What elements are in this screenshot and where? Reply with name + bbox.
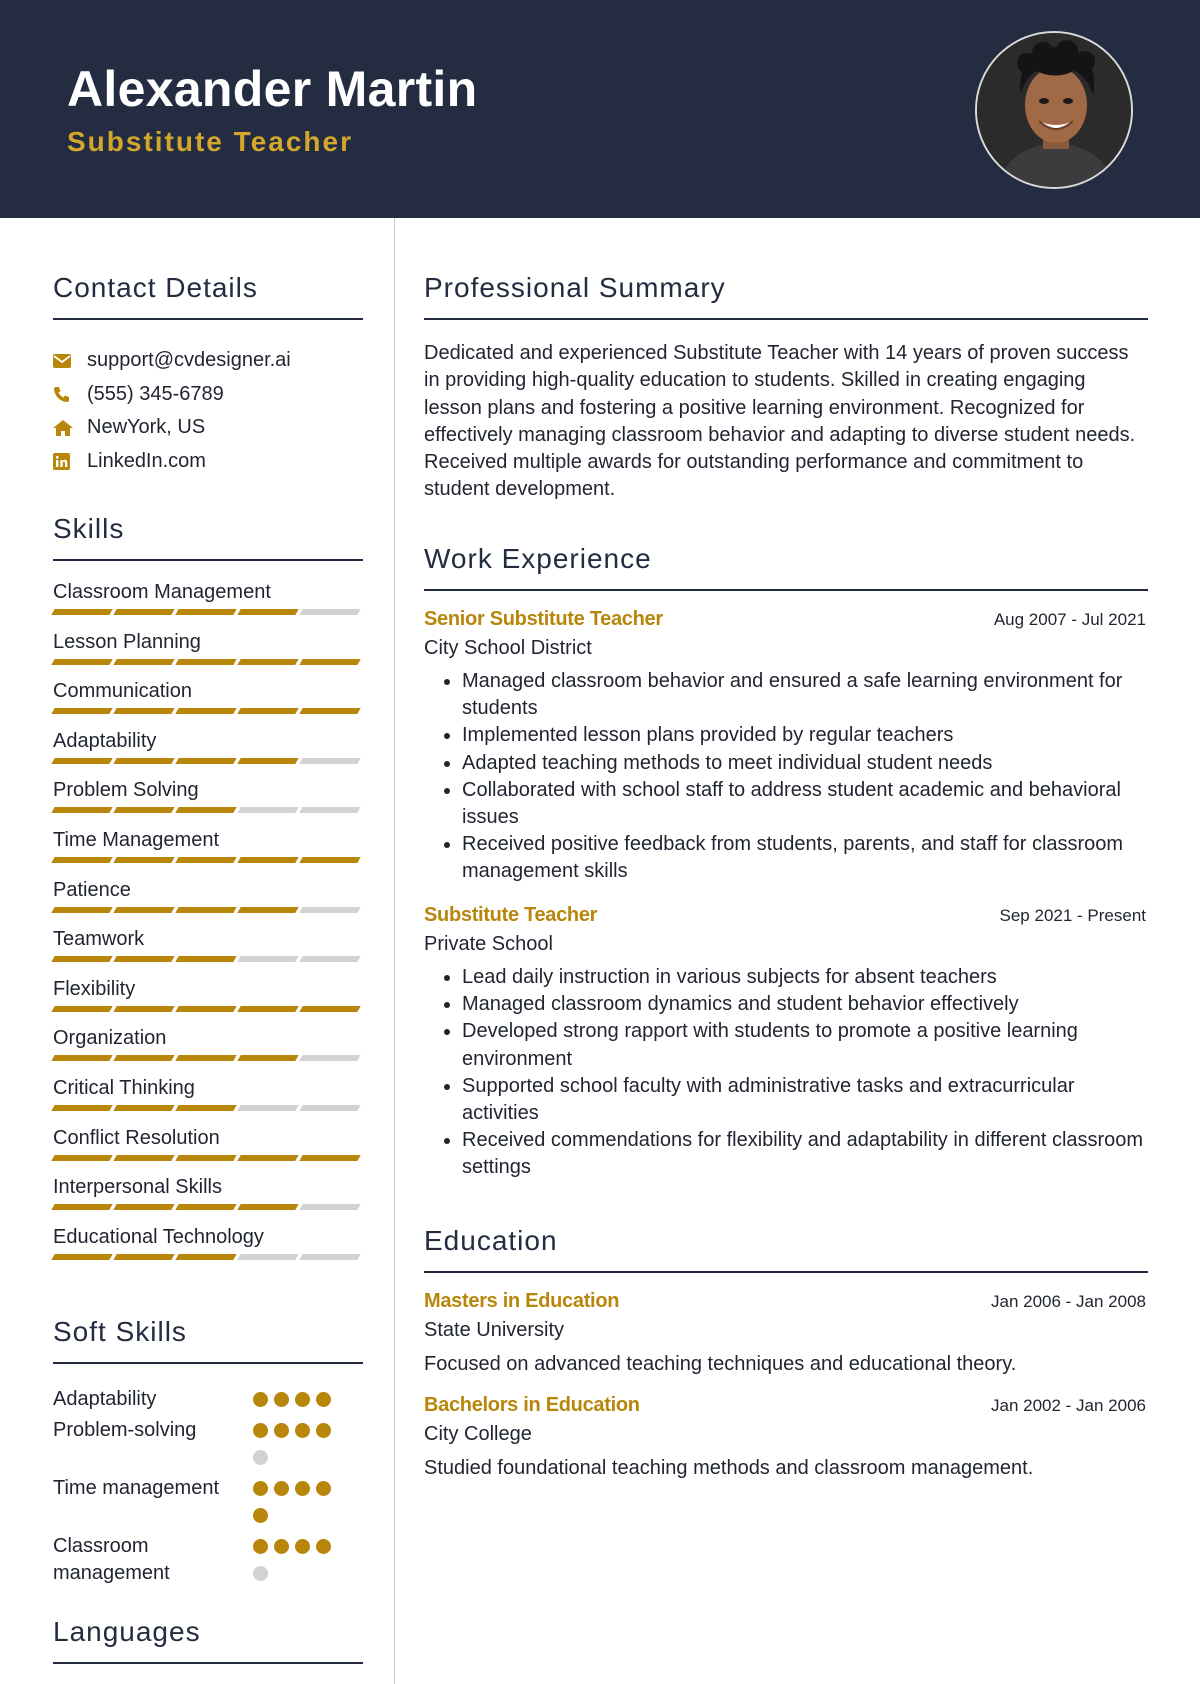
work-section-header	[424, 543, 1148, 591]
skill-bar-filled	[51, 659, 112, 665]
skill-rating	[53, 609, 363, 615]
skill-bar-empty	[299, 1105, 360, 1111]
skill-bar-empty	[299, 609, 360, 615]
skill-bar-empty	[299, 907, 360, 913]
summary-section-header	[424, 272, 1148, 320]
skill-rating	[53, 807, 363, 813]
contact-phone[interactable]	[53, 378, 363, 412]
skill-bar-filled	[299, 857, 360, 863]
soft-skill-rating	[253, 1386, 353, 1413]
contact-list	[53, 344, 363, 478]
skill-bar-empty	[299, 1204, 360, 1210]
linkedin-icon	[53, 453, 87, 470]
skill-bar-filled	[113, 1204, 174, 1210]
skill-name: Problem Solving	[53, 779, 199, 802]
skill-name: Flexibility	[53, 977, 136, 1000]
skill-bar-filled	[237, 1006, 298, 1012]
skill-rating	[53, 758, 363, 764]
skill-name: Patience	[53, 878, 131, 901]
skill-rating	[53, 1204, 363, 1210]
skill-name: Time Management	[53, 828, 219, 851]
summary-title: Professional Summary	[424, 272, 726, 303]
job-role: Substitute Teacher	[424, 904, 598, 926]
soft-skill-name: Time management	[53, 1477, 219, 1499]
skill-bar-filled	[113, 1105, 174, 1111]
skill-item	[53, 729, 363, 779]
skills-section-header	[53, 513, 363, 561]
rating-dot-filled	[295, 1481, 310, 1496]
education-degree: Masters in Education	[424, 1290, 620, 1312]
skill-bar-filled	[299, 659, 360, 665]
skill-rating	[53, 659, 363, 665]
job-bullet: • Developed strong rapport with students to promote a positive learning environment	[462, 1018, 1148, 1072]
skill-bar-filled	[175, 758, 236, 764]
skill-item	[53, 878, 363, 928]
education-entry	[424, 1394, 1148, 1482]
skill-bar-filled	[51, 807, 112, 813]
rating-dot-filled	[253, 1392, 268, 1407]
education-header	[424, 1290, 1148, 1317]
job-bullet: • Supported school faculty with administrative tasks and extracurricular activities	[462, 1073, 1148, 1127]
job-entry	[424, 904, 1148, 1182]
rating-dot-filled	[253, 1539, 268, 1554]
skill-bar-filled	[51, 1055, 112, 1061]
profile-photo	[975, 31, 1133, 189]
skill-rating	[53, 907, 363, 913]
skill-item	[53, 1026, 363, 1076]
section-rule	[424, 589, 1148, 591]
skill-bar-filled	[299, 708, 360, 714]
work-title: Work Experience	[424, 543, 652, 574]
skill-bar-filled	[175, 1254, 236, 1260]
skill-bar-filled	[237, 1055, 298, 1061]
rating-dot-filled	[316, 1481, 331, 1496]
job-bullet: • Managed classroom dynamics and student behavior effectively	[462, 991, 1148, 1018]
skill-name: Classroom Management	[53, 581, 271, 603]
skills-title: Skills	[53, 513, 125, 544]
soft-skill-rating	[253, 1417, 353, 1471]
skill-bar-filled	[51, 1155, 112, 1161]
contact-section-header	[53, 272, 363, 320]
summary-text: Dedicated and experienced Substitute Teacher with 14 years of proven success in providing high-quality education to students. Skilled in creating engaging lesson plans and fostering a positive learning environment. Recognized for effectively managing classroom behavior and adapting to diverse student needs. Received multiple awards for outstanding performance and commitment to student development.	[424, 342, 1136, 501]
skill-item	[53, 1126, 363, 1176]
skill-bar-filled	[237, 708, 298, 714]
skill-bar-filled	[175, 1055, 236, 1061]
skill-bar-filled	[237, 609, 298, 615]
skill-bar-empty	[299, 1254, 360, 1260]
skill-bar-filled	[51, 1006, 112, 1012]
section-rule	[53, 318, 363, 320]
envelope-icon	[53, 354, 87, 368]
rating-dot-empty	[253, 1566, 268, 1581]
skill-bar-filled	[299, 1006, 360, 1012]
candidate-title: Substitute Teacher	[67, 126, 353, 157]
skill-bar-empty	[237, 1105, 298, 1111]
contact-phone-text: (555) 345-6789	[87, 382, 224, 405]
section-rule	[424, 318, 1148, 320]
skill-bar-filled	[51, 1254, 112, 1260]
skill-rating	[53, 1006, 363, 1012]
skill-name: Conflict Resolution	[53, 1126, 220, 1149]
rating-dot-filled	[274, 1481, 289, 1496]
job-bullet: • Collaborated with school staff to address student academic and behavioral issues	[462, 777, 1148, 831]
job-bullet: • Managed classroom behavior and ensured a safe learning environment for students	[462, 668, 1148, 722]
contact-linkedin-text: LinkedIn.com	[87, 449, 206, 472]
skill-bar-filled	[113, 857, 174, 863]
soft-skills-title: Soft Skills	[53, 1316, 187, 1347]
column-divider	[394, 218, 395, 1684]
skill-item	[53, 1076, 363, 1126]
skill-bar-filled	[51, 956, 112, 962]
skill-bar-filled	[299, 1155, 360, 1161]
job-org: Private School	[424, 933, 553, 955]
skill-bar-filled	[237, 1204, 298, 1210]
skill-rating	[53, 956, 363, 962]
skill-item	[53, 828, 363, 878]
skill-bar-filled	[175, 956, 236, 962]
skill-bar-filled	[51, 758, 112, 764]
skill-item	[53, 630, 363, 680]
skill-bar-filled	[175, 659, 236, 665]
phone-icon	[53, 386, 87, 403]
section-rule	[53, 1662, 363, 1664]
contact-location	[53, 411, 363, 445]
skill-item	[53, 679, 363, 729]
section-rule	[53, 559, 363, 561]
section-rule	[424, 1271, 1148, 1273]
skill-bar-filled	[175, 907, 236, 913]
skill-item	[53, 927, 363, 977]
education-school: City College	[424, 1423, 532, 1445]
soft-skills-section-header	[53, 1316, 363, 1364]
job-bullet: • Received commendations for flexibility and adaptability in different classroom settings	[462, 1127, 1148, 1181]
job-bullets	[424, 964, 1148, 1182]
soft-skill-name: Adaptability	[53, 1388, 157, 1410]
skill-name: Adaptability	[53, 729, 157, 752]
skill-bar-filled	[51, 857, 112, 863]
job-bullet: • Received positive feedback from students, parents, and staff for classroom management skills	[462, 831, 1148, 885]
rating-dot-empty	[253, 1450, 268, 1465]
skill-bar-filled	[51, 1105, 112, 1111]
skill-bar-filled	[175, 857, 236, 863]
skill-bar-filled	[175, 1155, 236, 1161]
skill-rating	[53, 1055, 363, 1061]
skill-bar-filled	[113, 1006, 174, 1012]
skill-item	[53, 580, 363, 630]
rating-dot-filled	[316, 1392, 331, 1407]
rating-dot-filled	[316, 1423, 331, 1438]
skill-bar-filled	[113, 1055, 174, 1061]
education-header	[424, 1394, 1148, 1421]
skill-name: Organization	[53, 1027, 167, 1050]
job-org: City School District	[424, 637, 592, 659]
skill-bar-filled	[237, 659, 298, 665]
skill-bar-filled	[237, 907, 298, 913]
skill-name: Critical Thinking	[53, 1076, 195, 1099]
skill-name: Educational Technology	[53, 1225, 264, 1248]
soft-skill-item	[53, 1386, 363, 1413]
education-title: Education	[424, 1225, 558, 1256]
skill-bar-filled	[175, 1105, 236, 1111]
contact-title: Contact Details	[53, 272, 258, 303]
skill-name: Lesson Planning	[53, 630, 201, 653]
skill-name: Teamwork	[53, 928, 145, 951]
skill-bar-filled	[237, 857, 298, 863]
job-bullets	[424, 668, 1148, 886]
education-desc: Focused on advanced teaching techniques and educational theory.	[424, 1353, 1017, 1375]
rating-dot-filled	[316, 1539, 331, 1554]
job-header	[424, 608, 1148, 635]
skill-bar-filled	[175, 1204, 236, 1210]
skill-bar-filled	[51, 609, 112, 615]
job-bullet: • Adapted teaching methods to meet individual student needs	[462, 750, 1148, 777]
skill-bar-filled	[113, 758, 174, 764]
education-section-header	[424, 1225, 1148, 1273]
skill-bar-filled	[113, 907, 174, 913]
skill-bar-empty	[299, 807, 360, 813]
skill-bar-empty	[299, 758, 360, 764]
skill-bar-filled	[113, 609, 174, 615]
soft-skill-rating	[253, 1475, 353, 1529]
rating-dot-filled	[274, 1539, 289, 1554]
skill-bar-filled	[51, 1204, 112, 1210]
rating-dot-filled	[274, 1423, 289, 1438]
skill-bar-filled	[113, 659, 174, 665]
soft-skill-item	[53, 1533, 363, 1587]
contact-linkedin[interactable]	[53, 445, 363, 479]
skill-bar-filled	[113, 1155, 174, 1161]
resume-header	[0, 0, 1200, 218]
soft-skill-rating	[253, 1533, 353, 1587]
skill-bar-filled	[113, 1254, 174, 1260]
skill-bar-filled	[237, 758, 298, 764]
skill-bar-filled	[113, 956, 174, 962]
skill-bar-filled	[51, 708, 112, 714]
job-bullet: • Implemented lesson plans provided by regular teachers	[462, 722, 1148, 749]
education-dates: Jan 2002 - Jan 2006	[990, 1396, 1146, 1415]
job-dates: Sep 2021 - Present	[999, 906, 1146, 925]
soft-skill-name: Classroom management	[53, 1535, 170, 1584]
skill-bar-filled	[175, 1006, 236, 1012]
rating-dot-filled	[295, 1392, 310, 1407]
skill-item	[53, 1175, 363, 1225]
soft-skills-list	[53, 1386, 363, 1591]
candidate-name: Alexander Martin	[67, 61, 478, 117]
education-dates: Jan 2006 - Jan 2008	[990, 1292, 1146, 1311]
languages-title: Languages	[53, 1616, 201, 1647]
skill-bar-filled	[51, 907, 112, 913]
skill-bar-empty	[237, 1254, 298, 1260]
skill-rating	[53, 1105, 363, 1111]
skill-item	[53, 778, 363, 828]
soft-skill-name: Problem-solving	[53, 1419, 197, 1441]
skill-name: Interpersonal Skills	[53, 1176, 222, 1199]
contact-location-text: NewYork, US	[87, 416, 206, 439]
skill-item	[53, 977, 363, 1027]
skill-bar-filled	[175, 807, 236, 813]
skill-rating	[53, 1155, 363, 1161]
skill-rating	[53, 708, 363, 714]
languages-section-header	[53, 1616, 363, 1664]
skill-bar-filled	[113, 807, 174, 813]
skill-bar-empty	[299, 1055, 360, 1061]
education-school: State University	[424, 1319, 565, 1341]
skill-rating	[53, 1254, 363, 1260]
job-role: Senior Substitute Teacher	[424, 608, 663, 630]
skill-name: Communication	[53, 680, 192, 703]
rating-dot-filled	[274, 1392, 289, 1407]
education-desc: Studied foundational teaching methods and classroom management.	[424, 1457, 1034, 1479]
skill-rating	[53, 857, 363, 863]
home-icon	[53, 420, 87, 436]
section-rule	[53, 1362, 363, 1364]
rating-dot-filled	[295, 1539, 310, 1554]
rating-dot-filled	[253, 1481, 268, 1496]
rating-dot-filled	[253, 1423, 268, 1438]
soft-skill-item	[53, 1417, 363, 1471]
skill-bar-empty	[237, 807, 298, 813]
education-degree: Bachelors in Education	[424, 1394, 640, 1416]
skill-bar-filled	[237, 1155, 298, 1161]
skill-item	[53, 1225, 363, 1275]
profile-photo-image	[977, 33, 1133, 189]
job-header	[424, 904, 1148, 931]
skills-list	[53, 580, 363, 1274]
job-bullet: • Lead daily instruction in various subjects for absent teachers	[462, 964, 1148, 991]
job-entry	[424, 608, 1148, 886]
soft-skill-item	[53, 1475, 363, 1529]
contact-email-text: support@cvdesigner.ai	[87, 349, 291, 372]
skill-bar-filled	[175, 609, 236, 615]
education-entry	[424, 1290, 1148, 1378]
rating-dot-filled	[295, 1423, 310, 1438]
skill-bar-filled	[113, 708, 174, 714]
rating-dot-filled	[253, 1508, 268, 1523]
skill-bar-filled	[175, 708, 236, 714]
job-dates: Aug 2007 - Jul 2021	[993, 610, 1146, 629]
skill-bar-empty	[299, 956, 360, 962]
contact-email[interactable]	[53, 344, 363, 378]
skill-bar-empty	[237, 956, 298, 962]
